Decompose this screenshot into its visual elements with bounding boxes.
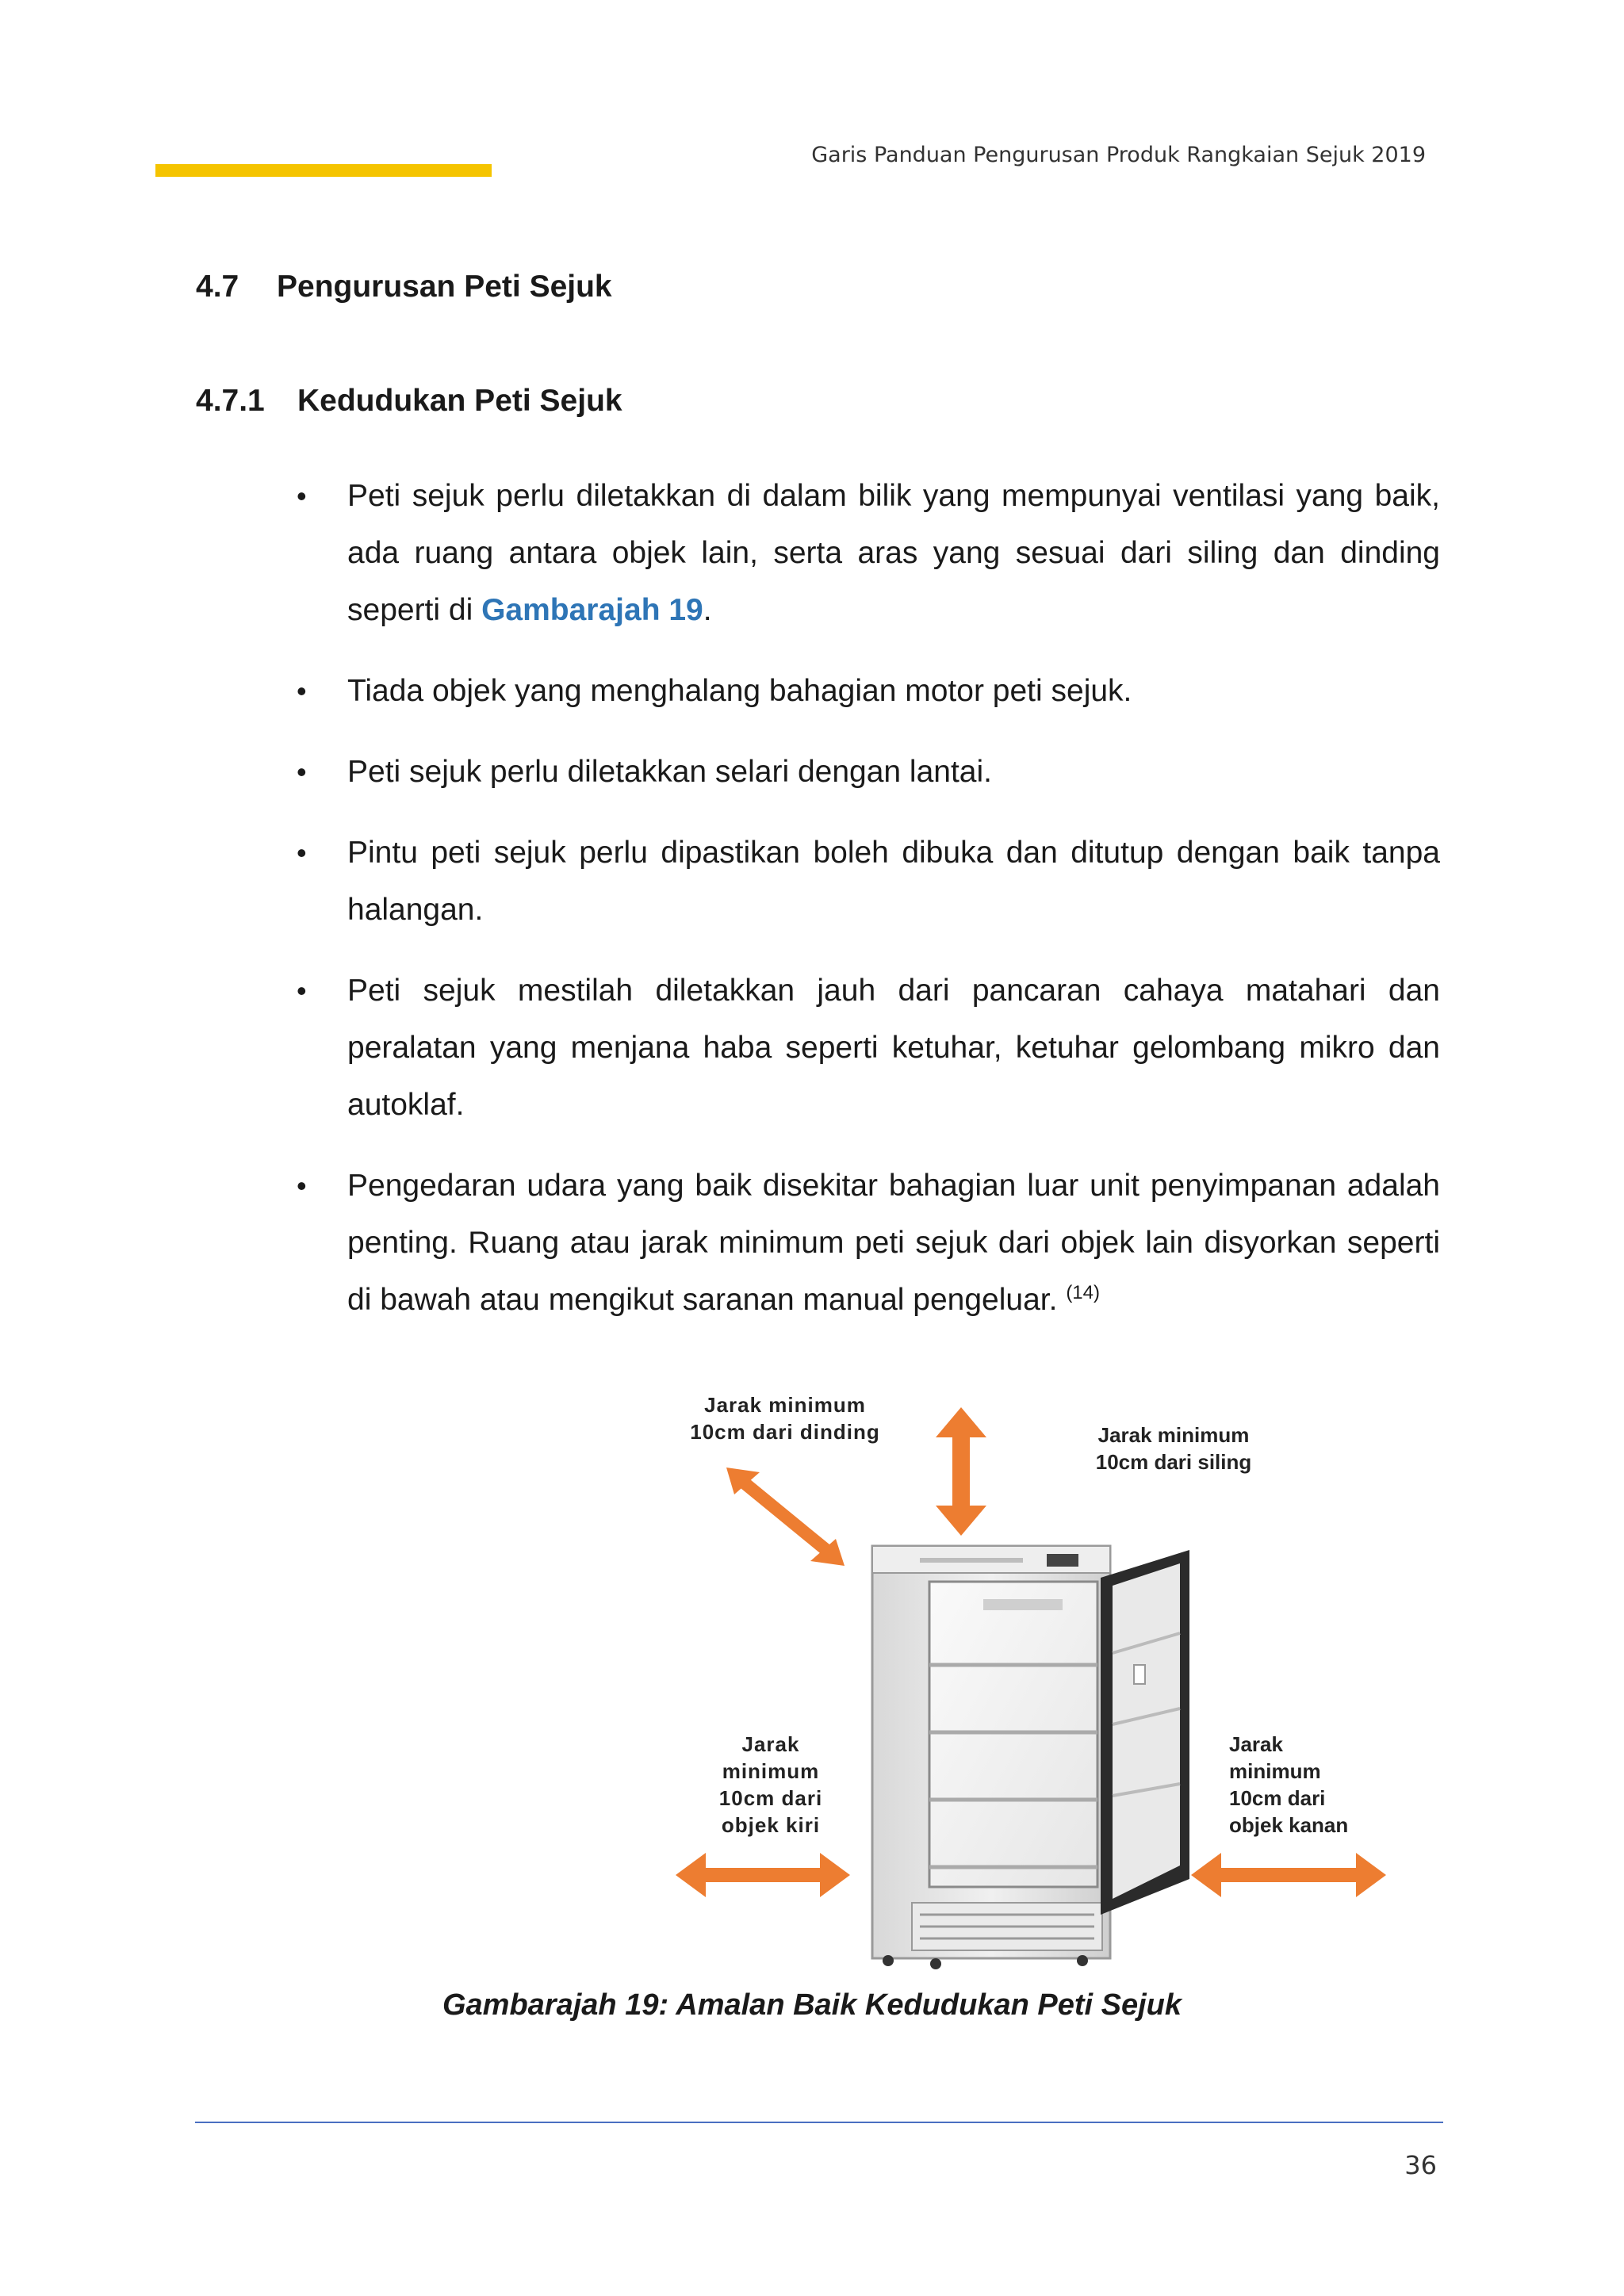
bullet-icon: • <box>297 756 307 788</box>
label-wall-distance <box>666 1391 904 1445</box>
page-number: 36 <box>1404 2150 1437 2180</box>
bullet-item-level <box>292 744 1440 801</box>
bullet-item-airflow <box>292 1158 1440 1329</box>
label-line: Jarak <box>1229 1732 1283 1756</box>
bullet-text-end: . <box>703 593 712 627</box>
bullet-text: Peti sejuk perlu diletakkan di dalam bilik yang mempunyai ventilasi yang baik, ada ruang antara objek lain, serta aras yang sesuai dari siling dan dinding seperti di <box>347 479 1440 627</box>
header-accent-bar <box>155 164 492 177</box>
label-line: Jarak minimum <box>1097 1423 1250 1447</box>
footer-rule <box>195 2122 1443 2123</box>
bullet-item-door <box>292 825 1440 939</box>
label-line: Jarak <box>741 1732 800 1756</box>
label-line: 10cm dari <box>718 1786 823 1810</box>
figure-reference-link[interactable]: Gambarajah 19 <box>481 593 703 627</box>
bullet-text: Peti sejuk mestilah diletakkan jauh dari pancaran cahaya matahari dan peralatan yang menjana haba seperti ketuhar, ketuhar gelombang mikro dan autoklaf. <box>347 974 1440 1122</box>
bullet-text: Tiada objek yang menghalang bahagian motor peti sejuk. <box>347 674 1132 708</box>
bullet-icon: • <box>297 675 307 707</box>
label-line: minimum <box>1229 1759 1321 1783</box>
label-line: minimum <box>722 1759 820 1783</box>
fridge-image <box>872 1546 1189 1969</box>
label-line: objek kanan <box>1229 1813 1349 1837</box>
fridge-diagram <box>650 1391 1396 1978</box>
label-left-object-distance <box>691 1731 850 1839</box>
bullet-item-motor <box>292 663 1440 720</box>
section-number: 4.7 <box>196 270 239 304</box>
running-header: Garis Panduan Pengurusan Produk Rangkaian Sejuk 2019 <box>811 143 1426 167</box>
label-line: 10cm dari <box>1229 1786 1326 1810</box>
arrow-ceiling-icon <box>936 1407 986 1536</box>
subsection-title: Kedudukan Peti Sejuk <box>297 384 622 418</box>
bullet-text: Pengedaran udara yang baik disekitar bahagian luar unit penyimpanan adalah penting. Ruang atau jarak minimum peti sejuk dari objek lain disyorkan seperti di bawah atau mengikut saranan manual pengeluar. <box>347 1169 1440 1317</box>
reference-superscript: (14) <box>1066 1282 1100 1303</box>
label-line: 10cm dari dinding <box>690 1420 880 1444</box>
bullet-icon: • <box>297 480 307 512</box>
bullet-item-ventilation <box>292 468 1440 639</box>
section-heading <box>196 270 612 304</box>
bullet-icon: • <box>297 836 307 869</box>
label-line: Jarak minimum <box>704 1393 866 1417</box>
bullet-item-heat <box>292 962 1440 1134</box>
subsection-heading <box>196 384 622 419</box>
bullet-icon: • <box>297 974 307 1007</box>
bullet-text: Peti sejuk perlu diletakkan selari dengan lantai. <box>347 755 993 789</box>
label-line: 10cm dari siling <box>1095 1450 1252 1474</box>
subsection-number: 4.7.1 <box>196 384 265 418</box>
arrow-left-object-icon <box>676 1853 850 1897</box>
bullet-list <box>292 468 1440 1353</box>
arrow-wall-icon <box>726 1468 845 1566</box>
figure-caption: Gambarajah 19: Amalan Baik Kedudukan Peti Sejuk <box>442 1988 1182 2022</box>
label-right-object-distance <box>1229 1731 1388 1839</box>
bullet-text: Pintu peti sejuk perlu dipastikan boleh dibuka dan ditutup dengan baik tanpa halangan. <box>347 836 1440 927</box>
bullet-icon: • <box>297 1169 307 1202</box>
label-line: objek kiri <box>721 1813 821 1837</box>
section-title: Pengurusan Peti Sejuk <box>277 270 612 304</box>
figure-fridge-placement <box>650 1391 1396 1978</box>
arrow-right-object-icon <box>1191 1853 1386 1897</box>
label-ceiling-distance <box>1055 1422 1293 1475</box>
